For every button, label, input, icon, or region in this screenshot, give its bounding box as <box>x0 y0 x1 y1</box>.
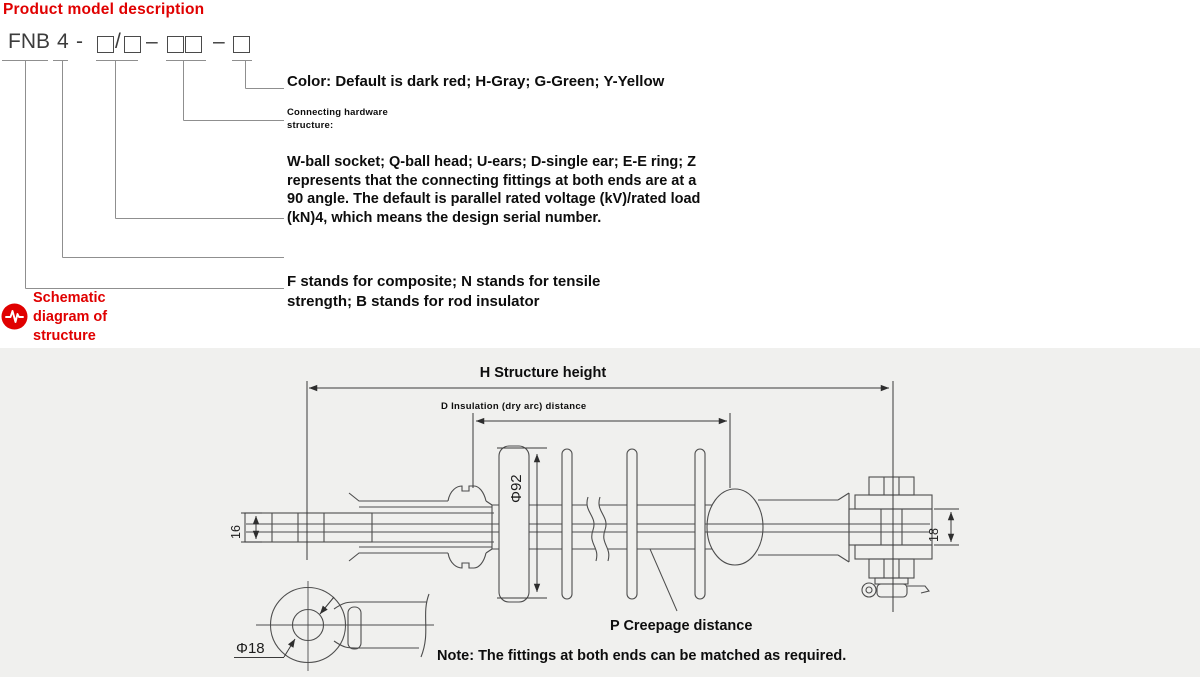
shed <box>695 449 705 599</box>
page-title: Product model description <box>3 1 205 18</box>
right-clevis-fitting <box>849 477 932 597</box>
core-rod <box>245 513 494 542</box>
connecting-hardware-label: Connecting hardware structure: <box>287 107 388 131</box>
insulator-technical-drawing <box>0 348 1200 677</box>
break-symbol <box>421 594 429 657</box>
nut <box>869 559 914 584</box>
note-text: Note: The fittings at both ends can be matched as required. <box>437 648 847 664</box>
schematic-diagram-label: Schematic diagram of structure <box>33 290 108 344</box>
hardware-structure-description: W-ball socket; Q-ball head; U-ears; D-single ear; E-E ring; Z represents that the connecting fittings at both ends are at a 90 angle. The default is parallel rated voltage (kV)/rated load (kN)4, which means the design serial number. <box>287 154 701 226</box>
bolt <box>869 477 914 545</box>
center-lines <box>246 524 930 532</box>
model-prefix: FNB <box>8 30 50 53</box>
model-serial: 4 <box>57 30 69 53</box>
model-slash: / <box>115 30 121 53</box>
eye-hole-diameter-label: Φ18 <box>236 640 265 657</box>
model-dash: – <box>213 30 225 53</box>
model-dash: – <box>146 30 158 53</box>
shed <box>627 449 637 599</box>
shed <box>562 449 572 599</box>
right-shaft <box>758 493 849 562</box>
color-code-description: Color: Default is dark red; H-Gray; G-Green; Y-Yellow <box>287 73 665 90</box>
insulation-distance-label: D Insulation (dry arc) distance <box>441 401 587 412</box>
pulse-icon <box>1 303 28 330</box>
shed-diameter-label: Φ92 <box>508 474 525 503</box>
cotter-pin <box>862 583 929 597</box>
rod-diameter-label: 16 <box>229 525 243 539</box>
dim-structure-height <box>307 381 893 612</box>
break-symbol <box>587 497 609 561</box>
creepage-label: P Creepage distance <box>610 618 753 634</box>
dim-rod-diameter-16 <box>241 513 262 542</box>
ball-joint <box>707 489 763 565</box>
creepage-leader <box>650 549 677 611</box>
model-hyphen: - <box>76 30 83 53</box>
pin-diameter-label: 18 <box>927 528 941 542</box>
fnb-meaning-description: F stands for composite; N stands for tensile strength; B stands for rod insulator <box>287 273 601 310</box>
structure-height-label: H Structure height <box>479 365 607 381</box>
shed-large <box>499 446 529 602</box>
left-crimp-fitting <box>349 486 492 568</box>
